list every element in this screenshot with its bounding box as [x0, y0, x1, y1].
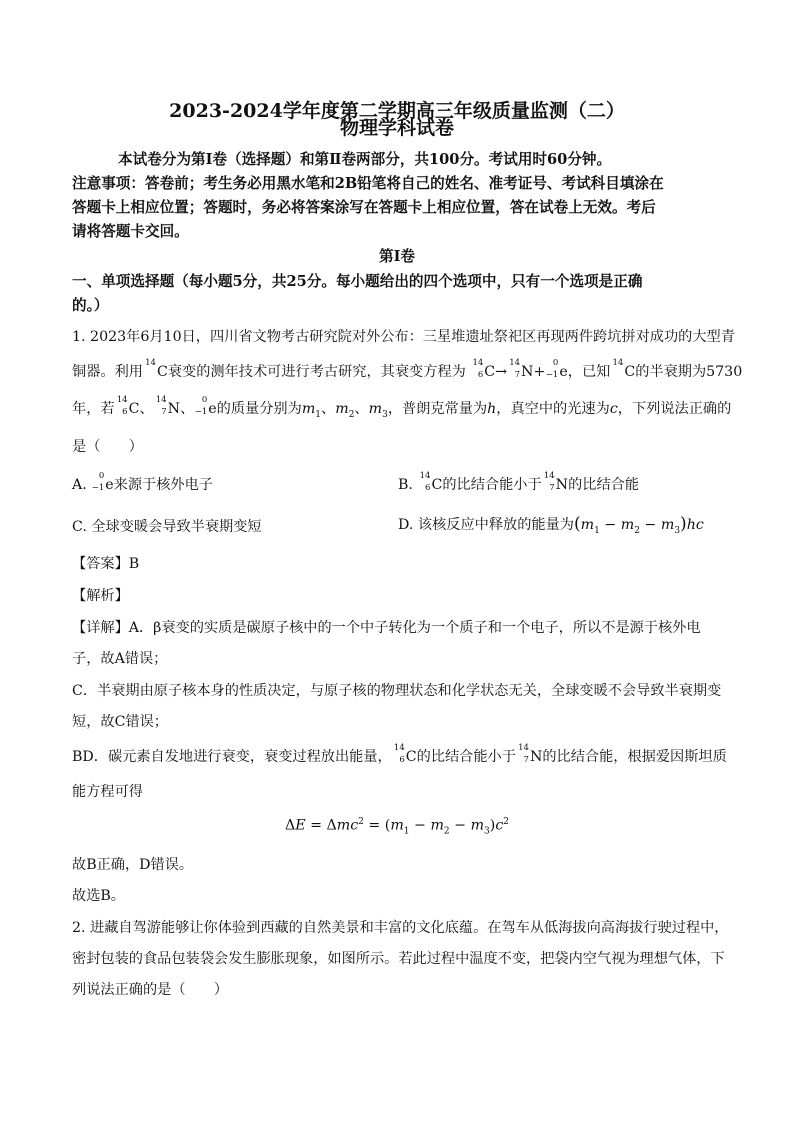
q1-analysis-label: 【解析】	[72, 588, 129, 604]
q1-line-2: 铜器。利用 14 C衰变的测年技术可进行考古研究，其衰变方程为 14 6 C→ 14 7 N+ 0 −1 e，已知 14 C的半衰期为5730	[72, 358, 743, 380]
q1-line-1: 1. 2023年6月10日，四川省文物考古研究院对外公布：三星堆遗址祭祀区再现两件跨坑拼对成功的大型青	[72, 329, 735, 345]
q2-line-2: 密封包装的食品包装袋会发生膨胀现象，如图所示。若此过程中温度不变，把袋内空气视为理想气体，下	[72, 951, 725, 967]
page-title: 2023-2024学年度第二学期高三年级质量监测（二）	[169, 100, 625, 122]
q2-line-1: 2. 进藏自驾游能够让你体验到西藏的自然美景和丰富的文化底蕴。在驾车从低海拔向高海拔行驶过程中，	[72, 920, 729, 936]
q1-detail-4: 短，故C错误；	[72, 714, 168, 730]
q1-option-c[interactable]: C. 全球变暖会导致半衰期变短	[72, 519, 262, 535]
q1-option-d[interactable]: D. 该核反应中释放的能量为$(m_1 - m_2 - m_3)hc$	[398, 514, 704, 536]
q1-detail-7: 故B正确，D错误。	[72, 857, 194, 873]
intro-line-2: 注意事项：答卷前；考生务必用黑水笔和2B铅笔将自己的姓名、准考证号、考试科目填涂在	[72, 175, 664, 192]
q1-detail-6: 能方程可得	[72, 784, 143, 800]
q1-detail-2: 子，故A错误；	[72, 651, 168, 667]
q1-detail-8: 故选B。	[72, 888, 125, 904]
q1-energy-equation: $\Delta E = \Delta mc^2 = (m_1 - m_2 - m_3)c^2$	[284, 817, 510, 837]
q1-option-b[interactable]: B. 14 6 C的比结合能小于 14 7 N的比结合能	[398, 471, 640, 493]
intro-line-1: 本试卷分为第Ⅰ卷（选择题）和第Ⅱ卷两部分，共100分。考试用时60分钟。	[118, 151, 612, 168]
page-subtitle: 物理学科试卷	[339, 117, 454, 139]
q1-detail-1: 【详解】A．β衰变的实质是碳原子核中的一个中子转化为一个质子和一个电子，所以不是源于核外电	[72, 620, 701, 636]
intro-line-3: 答题卡上相应位置；答题时，务必将答案涂写在答题卡上相应位置，答在试卷上无效。考后	[72, 199, 656, 216]
q2-line-3: 列说法正确的是（ ）	[72, 982, 229, 998]
q1-line-3: 年，若 14 6 C、 14 7 N、 0 −1 e的质量分别为$m_1$、$m_2$、$m_3$，普朗克常量为h，真空中的光速为c，下列说法正确的	[72, 395, 732, 420]
q1-detail-5: BD．碳元素自发地进行衰变，衰变过程放出能量， 14 6 C的比结合能小于 14 7 N的比结合能，根据爱因斯坦质	[72, 743, 727, 765]
q1-detail-3: C．半衰期由原子核本身的性质决定，与原子核的物理状态和化学状态无关，全球变暖不会导致半衰期变	[72, 683, 722, 699]
q1-line-4: 是（ ）	[72, 439, 143, 455]
part-heading: 第Ⅰ卷	[378, 248, 415, 265]
q1-answer: 【答案】B	[72, 556, 140, 572]
q1-option-a[interactable]: A. 0 −1 e来源于核外电子	[72, 471, 213, 493]
intro-line-4: 请将答题卡交回。	[72, 223, 189, 240]
section-heading-2: 的。）	[72, 297, 109, 314]
section-heading-1: 一、单项选择题（每小题5分，共25分。每小题给出的四个选项中，只有一个选项是正确	[72, 273, 643, 290]
